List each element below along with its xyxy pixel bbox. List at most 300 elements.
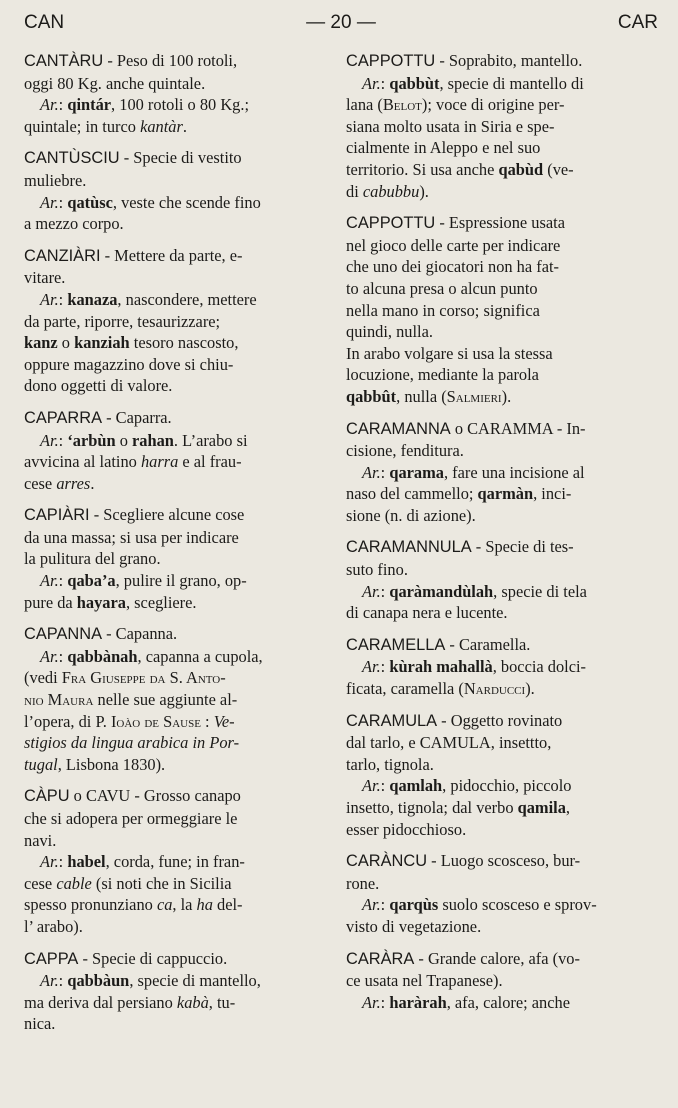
text-segment: rone. [346,873,380,893]
headword: CARÀNCU [346,852,428,871]
entry-line [24,948,324,971]
entry-line [346,710,642,733]
arabic-label: Ar. [362,992,381,1012]
headword: CAPPOTTU [346,52,436,70]
text-segment: , nulla ( [396,386,447,406]
entry-line [346,343,642,365]
entry-line [346,536,642,559]
italic-term: cable [56,873,92,893]
entry-line [24,646,324,668]
headword: CARAMANNULA [346,538,472,557]
entry-text [24,50,324,137]
entry-line [346,970,642,992]
text-segment: ). [419,181,429,201]
headword: CAPANNA [24,625,103,644]
text-segment: nelle sue aggiunte al- [93,690,238,710]
arabic-term: kanaza [67,289,118,309]
text-segment: cese [24,873,57,893]
entry-line [346,212,642,235]
entry-line [24,592,324,614]
headword: CAPPOTTU [346,214,436,233]
arabic-label: Ar. [362,895,381,915]
entry-text [346,418,642,527]
arabic-label: Ar. [362,73,381,93]
definition-text: - Caparra. [102,407,172,427]
text-segment: suto fino. [346,560,408,580]
entry-line [24,711,324,733]
entry-line [24,667,324,689]
entry-line [346,256,642,278]
entry-text [24,504,324,613]
entry-line [24,830,324,852]
text-segment: , nascondere, mettere [117,289,257,309]
text-segment: ). [501,386,512,406]
arabic-label: Ar. [40,971,59,991]
entry-text [24,785,324,937]
definition-text: - Grande calore, afa (vo- [414,948,580,968]
italic-term: kantàr [140,116,183,136]
dictionary-entry [346,948,642,1014]
text-segment: da parte, riporre, tesaurizzare; [24,311,221,331]
entry-line [346,483,642,505]
text-segment: , afa, calore; anche [446,992,571,1012]
dictionary-entry [24,623,324,775]
entry-line [346,992,642,1014]
entry-line [346,181,642,203]
entry-line [24,808,324,830]
entry-line [346,73,642,95]
entry-line [24,430,324,452]
definition-text: - Caramella. [445,634,531,654]
entry-line [346,656,642,678]
entry-line [24,504,324,527]
arabic-label: Ar. [40,571,59,591]
dictionary-entry [24,245,324,397]
arabic-term: kanz [24,333,58,353]
text-segment: che uno dei giocatori non ha fat- [346,257,559,277]
italic-term: arres [56,473,91,493]
entry-text [346,710,642,841]
definition-text: - Mettere da parte, e- [100,245,243,265]
text-segment: , pulire il grano, op- [115,571,247,591]
text-segment: a mezzo corpo. [24,214,124,234]
definition-text: o CARAMMA - In- [450,418,586,438]
text-segment: visto di vegetazione. [346,916,482,936]
text-segment: siana molto usata in Siria e spe- [346,116,555,136]
entry-line [24,267,324,289]
text-segment: del- [212,895,243,915]
entry-line [346,50,642,73]
text-segment: avvicina al latino [24,452,141,472]
entry-line [24,785,324,808]
entry-line [346,300,642,322]
dictionary-entry [346,634,642,700]
left-column [24,50,324,1045]
definition-text: - Soprabito, mantello. [435,51,583,70]
italic-term: Ve- [213,711,235,731]
text-segment: sione (n. di azione). [346,505,476,525]
entry-line [346,797,642,819]
text-segment: cialmente in Aleppo e nel suo [346,138,541,158]
entry-line [24,1013,324,1035]
dictionary-entry [24,147,324,234]
definition-text: - Specie di vestito [119,148,242,168]
text-segment: cese [24,473,57,493]
text-segment: , pidocchio, piccolo [442,776,572,796]
italic-term: tugal [24,754,58,774]
entry-line [346,462,642,484]
definition-text: - Specie di cappuccio. [78,948,228,968]
entry-line [24,147,324,170]
text-segment: : [58,852,68,872]
text-segment: , [565,798,571,817]
entry-line [346,278,642,300]
entry-line [346,948,642,971]
entry-line [346,581,642,603]
text-segment: o [57,333,75,353]
arabic-label: Ar. [40,646,59,666]
headword: CANTÙSCIU [24,149,120,168]
headword: CARAMELLA [346,635,446,654]
entry-line [24,894,324,916]
text-segment: dono oggetti di valore. [24,376,173,396]
entry-line [346,634,642,657]
text-segment: to alcuna presa o alcun punto [346,278,538,298]
entry-line [24,116,324,138]
author-citation: Fra Giuseppe da S. Anto- [61,668,226,688]
author-citation: nio Maura [24,690,94,710]
entry-text [346,850,642,937]
arabic-term: qaràmandùlah [389,581,494,601]
text-segment: da una massa; si usa per indicare [24,527,239,547]
text-segment: , fare una incisione al [443,462,585,482]
entry-line [24,311,324,333]
entry-text [24,623,324,775]
text-segment: , capanna a cupola, [137,646,263,666]
text-segment: pure da [24,592,77,612]
text-segment: , corda, fune; in fran- [105,852,245,872]
entry-line [346,819,642,841]
entry-line [24,332,324,354]
entry-line [24,851,324,873]
arabic-term: qarmàn [477,484,534,504]
text-segment: (ve- [543,159,574,179]
text-segment: : [58,192,68,212]
arabic-term: hayara [76,592,126,612]
text-segment: territorio. Si usa anche [346,159,499,179]
arabic-term: qamila [517,798,566,817]
text-segment: tesoro nascosto, [129,333,239,353]
arabic-label: Ar. [40,430,59,450]
text-segment: , la [172,895,197,915]
italic-term: harra [140,452,179,472]
text-segment: : [380,992,390,1012]
arabic-label: Ar. [362,776,381,796]
author-citation: Ioào de Sause [110,711,201,731]
entry-line [24,992,324,1014]
headword: CANTÀRU [24,52,104,70]
entry-line [24,213,324,235]
dictionary-entry [346,50,642,202]
entry-text [24,407,324,494]
text-segment: : [380,73,390,93]
italic-term: stigios da lingua arabica in Por- [24,733,240,753]
dictionary-entry [346,418,642,527]
definition-text: - Luogo scosceso, bur- [427,851,581,871]
entry-text [24,147,324,234]
dictionary-entry [346,536,642,623]
entry-line [24,916,324,938]
text-segment: navi. [24,830,57,850]
text-segment: , Lisbona 1830). [57,754,166,774]
entry-line [24,970,324,992]
headword: CARAMANNA [346,419,451,438]
arabic-label: Ar. [362,581,381,601]
entry-line [24,170,324,192]
entry-line [24,548,324,570]
entry-line [346,94,642,116]
dictionary-entry [346,850,642,937]
arabic-term: qabbànah [67,646,138,666]
text-segment: locuzione, mediante la parola [346,365,539,385]
text-segment: : [380,657,390,677]
entry-text [346,948,642,1014]
text-segment: esser pidocchioso. [346,819,467,839]
arabic-term: qaba’a [67,571,116,591]
entry-text [346,536,642,623]
dictionary-entry [346,710,642,841]
author-citation: Salmieri [446,386,502,406]
entry-line [346,159,642,181]
text-segment: nica. [24,1014,56,1034]
entry-line [24,192,324,214]
header-right-guide-word: CAR [617,12,658,33]
dictionary-entry [24,407,324,494]
text-segment: , specie di mantello, [129,971,261,991]
entry-line [346,440,642,462]
text-segment: , scegliere. [125,592,197,612]
text-segment: ficata, caramella ( [346,679,464,699]
arabic-term: qarama [389,462,444,482]
text-segment: o [115,430,132,450]
dictionary-entry [24,948,324,1035]
text-segment: (si noti che in Sicilia [91,873,232,893]
text-segment: : [380,895,390,915]
headword: CARÀRA [346,949,415,968]
definition-text: - Peso di 100 rotoli, [103,51,238,70]
definition-text: - Espressione usata [435,213,565,233]
entry-line [24,375,324,397]
text-segment: . [90,473,95,493]
italic-term: cabubbu [362,181,420,201]
arabic-term: qabbàun [67,971,130,991]
text-segment: oggi 80 Kg. anche quintale. [24,73,206,93]
text-segment: oppure magazzino dove si chiu- [24,354,234,374]
entry-line [24,245,324,268]
dictionary-entry [346,212,642,407]
text-segment: quintale; in turco [24,116,141,136]
entry-line [346,754,642,776]
author-citation: Belot [382,95,422,115]
text-segment: ma deriva dal persiano [24,992,177,1012]
text-segment: che si adopera per ormeggiare le [24,809,238,828]
text-segment: suolo scosceso e sprov- [438,895,597,915]
text-segment: ce usata nel Trapanese). [346,971,503,991]
entry-line [346,775,642,797]
headword: CARAMULA [346,711,438,730]
entry-line [346,559,642,581]
entry-line [24,354,324,376]
entry-line [346,850,642,873]
text-segment: e al frau- [178,452,242,472]
text-segment: vitare. [24,268,66,288]
dictionary-entry [24,50,324,137]
text-segment: muliebre. [24,170,87,190]
entry-line [24,689,324,711]
arabic-term: kanziah [74,333,130,353]
arabic-term: qatùsc [67,192,113,212]
entry-line [346,137,642,159]
text-segment: : [380,776,390,796]
text-segment: ). [525,679,535,699]
text-segment: : [58,289,68,309]
entry-text [346,212,642,407]
italic-term: ha [196,895,213,915]
text-segment: (vedi [24,668,62,688]
entry-line [346,873,642,895]
text-segment: , inci- [533,484,572,504]
definition-text: - Oggetto rovinato [437,710,563,730]
definition-text: - Specie di tes- [471,537,574,557]
text-segment: , tu- [208,992,236,1012]
entry-line [346,916,642,938]
entry-line [346,678,642,700]
entry-line [24,407,324,430]
arabic-term: qabbùt [389,73,440,93]
text-segment: : [58,430,68,450]
arabic-term: ‘arbùn [67,430,116,450]
text-segment: di canapa nera e lucente. [346,603,508,623]
arabic-label: Ar. [362,657,381,677]
dictionary-entry [24,785,324,937]
entry-line [24,73,324,95]
headword: CANZIÀRI [24,246,101,265]
text-segment: insetto, tignola; dal verbo [346,798,518,817]
text-segment: : [380,462,390,482]
text-segment: l’opera, di P. [24,711,111,731]
text-segment: di [346,181,363,201]
headword: CAPARRA [24,408,103,427]
text-segment: l’ arabo). [24,916,83,936]
text-segment: ); voce di origine per- [421,95,565,115]
entry-line [24,623,324,646]
dictionary-entry [24,504,324,613]
text-segment: , specie di tela [493,581,587,601]
text-segment: In arabo volgare si usa la stessa [346,343,553,363]
entry-text [24,948,324,1035]
entry-line [24,50,324,73]
arabic-term: qarqùs [389,895,439,915]
definition-text: - Scegliere alcune cose [89,505,245,525]
text-segment: , boccia dolci- [492,657,587,677]
text-segment: naso del cammello; [346,484,478,504]
entry-line [346,505,642,527]
right-column [346,50,642,1023]
author-citation: Narducci [463,679,526,699]
entry-line [24,754,324,776]
headword: CAPIÀRI [24,506,90,525]
arabic-term: qintár [67,95,112,115]
entry-text [24,245,324,397]
text-segment: : [58,646,68,666]
definition-text: - Capanna. [102,624,178,644]
italic-term: ca [156,895,173,915]
entry-text [346,50,642,202]
italic-term: kabà [176,992,209,1012]
text-segment: , specie di mantello di [439,73,584,93]
entry-line [346,116,642,138]
text-segment: . [182,116,187,136]
text-segment: : [380,581,390,601]
text-segment: : [58,971,68,991]
headword: CAPPA [24,949,79,968]
entry-line [346,321,642,343]
entry-line [346,602,642,624]
entry-line [24,473,324,495]
text-segment: : [200,711,214,731]
entry-line [346,418,642,441]
text-segment: cisione, fenditura. [346,441,464,461]
text-segment: nella mano in corso; significa [346,300,540,320]
arabic-term: haràrah [389,992,447,1012]
entry-line [24,289,324,311]
entry-line [24,451,324,473]
text-segment: tarlo, tignola. [346,754,434,774]
entry-line [346,364,642,386]
page-number: — 20 — [306,12,376,33]
arabic-label: Ar. [362,462,381,482]
text-segment: : [58,571,68,591]
headword: CÀPU [24,787,70,806]
text-segment: lana ( [346,95,383,115]
definition-text: o CAVU - Grosso canapo [69,786,241,806]
text-segment: quindi, nulla. [346,322,433,342]
arabic-term: kùrah mahallà [389,657,493,677]
arabic-label: Ar. [40,852,59,872]
text-segment: spesso pronunziano [24,895,157,915]
arabic-term: habel [67,852,106,872]
entry-line [24,94,324,116]
entry-line [346,386,642,408]
entry-line [24,873,324,895]
page-header [24,12,658,38]
text-segment: la pulitura del grano. [24,549,161,569]
entry-line [346,235,642,257]
arabic-term: qamlah [389,776,443,796]
text-segment: dal tarlo, e CAMULA, insettto, [346,733,552,753]
text-segment: , veste che scende fino [112,192,261,212]
arabic-label: Ar. [40,95,59,115]
entry-line [24,570,324,592]
entry-text [346,634,642,700]
arabic-label: Ar. [40,289,59,309]
text-segment: : [58,95,68,115]
entry-line [346,894,642,916]
text-segment: . L’arabo si [173,430,248,450]
text-segment: nel gioco delle carte per indicare [346,235,561,255]
entry-line [24,527,324,549]
entry-line [24,732,324,754]
